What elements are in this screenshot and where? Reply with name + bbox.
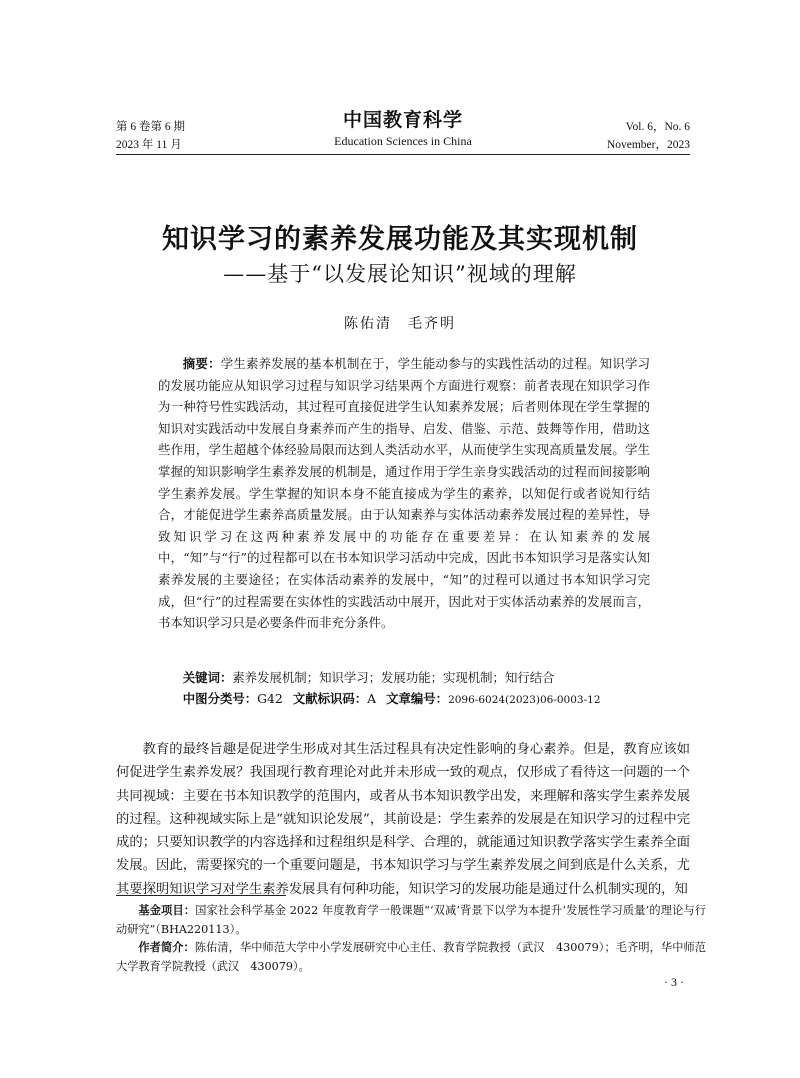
classification-line xyxy=(158,688,650,711)
author-bio-text: 陈佑清，华中师范大学中小学发展研究中心主任、教育学院教授（武汉 430079）；毛齐明，华中师范大学教育学院教授（武汉 430079）。 xyxy=(116,941,706,973)
author-footnote xyxy=(116,939,706,976)
date-en: November，2023 xyxy=(606,139,690,151)
abstract-label: 摘要： xyxy=(182,356,221,371)
fund-text: 国家社会科学基金 2022 年度教育学一般课题“‘双减’背景下以学为本提升‘发展性学习质量’的理论与行动研究”（BHA220113）。 xyxy=(116,904,706,936)
journal-header xyxy=(116,108,690,152)
header-divider xyxy=(116,154,690,155)
fund-label: 基金项目： xyxy=(138,904,196,917)
article-subtitle: ——基于“以发展论知识”视域的理解 xyxy=(223,262,577,286)
journal-title-cn: 中国教育科学 xyxy=(342,109,463,131)
keywords-label: 关键词： xyxy=(182,670,233,685)
header-right xyxy=(607,118,690,154)
header-center xyxy=(116,108,690,150)
article-title: 知识学习的素养发展功能及其实现机制 xyxy=(162,224,638,255)
abstract-text: 学生素养发展的基本机制在于，学生能动参与的实践性活动的过程。知识学习的发展功能应从知识学习过程与知识学习结果两个方面进行观察：前者表现在知识学习作为一种符号性实践活动，其过程可直接促进学生认知素养发展；后者则体现在学生掌握的知识对实践活动中发展自身素养而产生的指导、启发、借鉴、示范、鼓舞等作用，借助这些作用，学生超越个体经验局限而达到人类活动水平，从而使学生实现高质量发展。学生掌握的知识影响学生素养发展的机制是，通过作用于学生亲身实践活动的过程而间接影响学生素养发展。学生掌握的知识本身不能直接成为学生的素养，以知促行或者说知行结合，才能促进学生素养高质量发展。由于认知素养与实体活动素养发展过程的差异性，导致知识学习在这两种素养发展中的功能存在重要差异：在认知素养的发展中，“知”与“行”的过程都可以在书本知识学习活动中完成，因此书本知识学习是落实认知素养发展的主要途径；在实体活动素养的发展中，“知”的过程可以通过书本知识学习完成，但“行”的过程需要在实体性的实践活动中展开，因此对于实体活动素养的发展而言，书本知识学习只是必要条件而非充分条件。 xyxy=(158,356,651,631)
abstract xyxy=(158,353,650,634)
fund-footnote xyxy=(116,902,706,939)
doc-code-label: 文献标识码： xyxy=(292,691,368,706)
clc-value: G42 xyxy=(257,691,283,706)
issue-cn: 第 6 卷第 6 期 xyxy=(116,121,185,133)
article-authors: 陈佑清 毛齐明 xyxy=(344,316,456,332)
doc-code-value: A xyxy=(367,691,377,706)
body-paragraph: 教育的最终旨趣是促进学生形成对其生活过程具有决定性影响的身心素养。但是，教育应该如何促进学生素养发展？我国现行教育理论对此并未形成一致的观点，仅形成了看待这一问题的一个共同视域：主要在书本知识教学的范围内，或者从书本知识教学出发，来理解和落实学生素养发展的过程。这种视域实际上是“就知识论发展”，其前设是：学生素养的发展是在知识学习的过程中完成的；只要知识教学的内容选择和过程组织是科学、合理的，就能通过知识教学落实学生素养全面发展。因此，需要探究的一个重要问题是，书本知识学习与学生素养发展之间到底是什么关系，尤其要探明知识学习对学生素养发展具有何种功能，知识学习的发展功能是通过什么机制实现的，知 xyxy=(116,742,690,897)
keywords xyxy=(158,667,650,688)
date-cn: 2023 年 11 月 xyxy=(116,139,182,151)
clc-label: 中图分类号： xyxy=(182,691,258,706)
journal-title-en: Education Sciences in China xyxy=(334,134,472,148)
author-bio-label: 作者简介： xyxy=(138,941,195,954)
page-number: · 3 · xyxy=(664,975,684,989)
keywords-text: 素养发展机制；知识学习；发展功能；实现机制；知行结合 xyxy=(232,670,555,685)
article-id-label: 文章编号： xyxy=(386,691,449,706)
footnote-divider xyxy=(116,895,286,896)
article-id-value: 2096-6024(2023)06-0003-12 xyxy=(448,694,601,706)
issue-en: Vol. 6，No. 6 xyxy=(625,121,690,133)
